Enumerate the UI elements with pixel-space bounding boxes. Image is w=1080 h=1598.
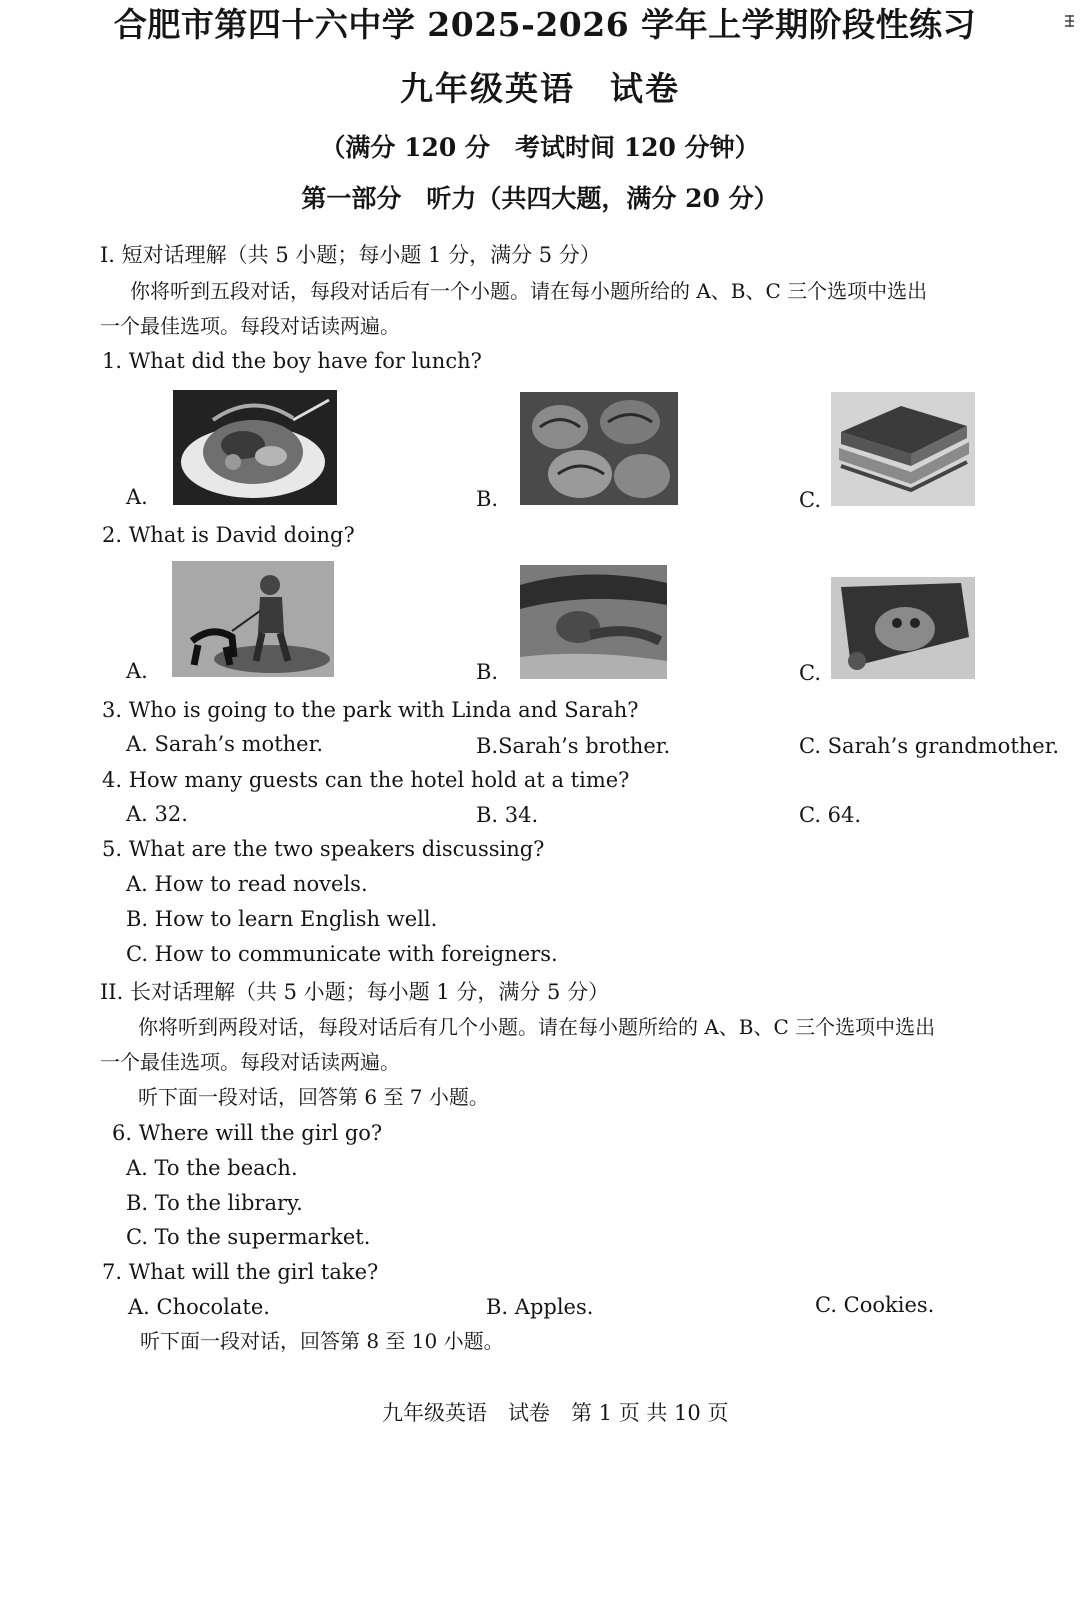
question-5-option-b: B. How to learn English well. [126,907,438,931]
dumplings-photo-image [520,392,678,505]
sandwich-photo-image [831,392,975,506]
section-2-instruction-line-1: 你将听到两段对话，每段对话后有几个小题。请在每小题所给的 A、B、C 三个选项中选出 [138,1015,936,1039]
question-5-option-a: A. How to read novels. [126,872,368,896]
salad-photo-image [173,390,337,505]
question-1-text: 1. What did the boy have for lunch? [102,349,482,373]
question-6-option-a: A. To the beach. [126,1156,298,1180]
page-footer: 九年级英语 试卷 第 1 页 共 10 页 [382,1401,729,1425]
section-2-heading: II. 长对话理解（共 5 小题；每小题 1 分，满分 5 分） [100,980,610,1004]
question-1-option-c-label: C. [799,488,821,512]
question-5-text: 5. What are the two speakers discussing? [102,837,545,861]
question-2-option-c-label: C. [799,661,821,685]
question-1-option-b-label: B. [476,487,499,511]
section-1-heading: I. 短对话理解（共 5 小题；每小题 1 分，满分 5 分） [100,243,601,267]
question-4-option-a: A. 32. [126,802,188,826]
question-6-text: 6. Where will the girl go? [112,1121,383,1145]
scan-edge-mark [1062,14,1078,28]
question-7-option-b: B. Apples. [486,1295,594,1319]
question-4-option-b: B. 34. [476,803,539,827]
question-3-text: 3. Who is going to the park with Linda and Sarah? [102,698,639,722]
section-1-instruction-line-2: 一个最佳选项。每段对话读两遍。 [100,314,400,338]
bathing-dog-photo-image [831,577,975,679]
dialog-2-intro: 听下面一段对话，回答第 8 至 10 小题。 [140,1329,504,1353]
exam-subtitle: 九年级英语 试卷 [400,69,680,108]
question-7-text: 7. What will the girl take? [102,1260,379,1284]
question-3-option-b: B.Sarah’s brother. [476,734,671,758]
question-7-option-c: C. Cookies. [815,1293,935,1317]
part-title: 第一部分 听力（共四大题，满分 20 分） [301,184,779,213]
question-3-option-c: C. Sarah’s grandmother. [799,734,1060,758]
question-5-option-c: C. How to communicate with foreigners. [126,942,558,966]
question-6-option-b: B. To the library. [126,1191,303,1215]
question-2-option-a-label: A. [126,659,148,683]
question-7-option-a: A. Chocolate. [128,1295,270,1319]
section-1-instruction-line-1: 你将听到五段对话，每段对话后有一个小题。请在每小题所给的 A、B、C 三个选项中选出 [130,279,928,303]
exam-title: 合肥市第四十六中学 2025-2026 学年上学期阶段性练习 [113,5,977,44]
question-2-option-b-label: B. [476,660,499,684]
question-3-option-a: A. Sarah’s mother. [126,732,323,756]
question-4-text: 4. How many guests can the hotel hold at a time? [102,768,630,792]
question-2-text: 2. What is David doing? [102,523,355,547]
section-2-instruction-line-2: 一个最佳选项。每段对话读两遍。 [100,1050,400,1074]
question-4-option-c: C. 64. [799,803,862,827]
score-time-info: （满分 120 分 考试时间 120 分钟） [320,133,760,162]
question-1-option-a-label: A. [126,485,148,509]
dialog-1-intro: 听下面一段对话，回答第 6 至 7 小题。 [138,1085,489,1109]
swimming-photo-image [520,565,667,679]
question-6-option-c: C. To the supermarket. [126,1225,371,1249]
walking-dog-photo-image [172,561,334,677]
